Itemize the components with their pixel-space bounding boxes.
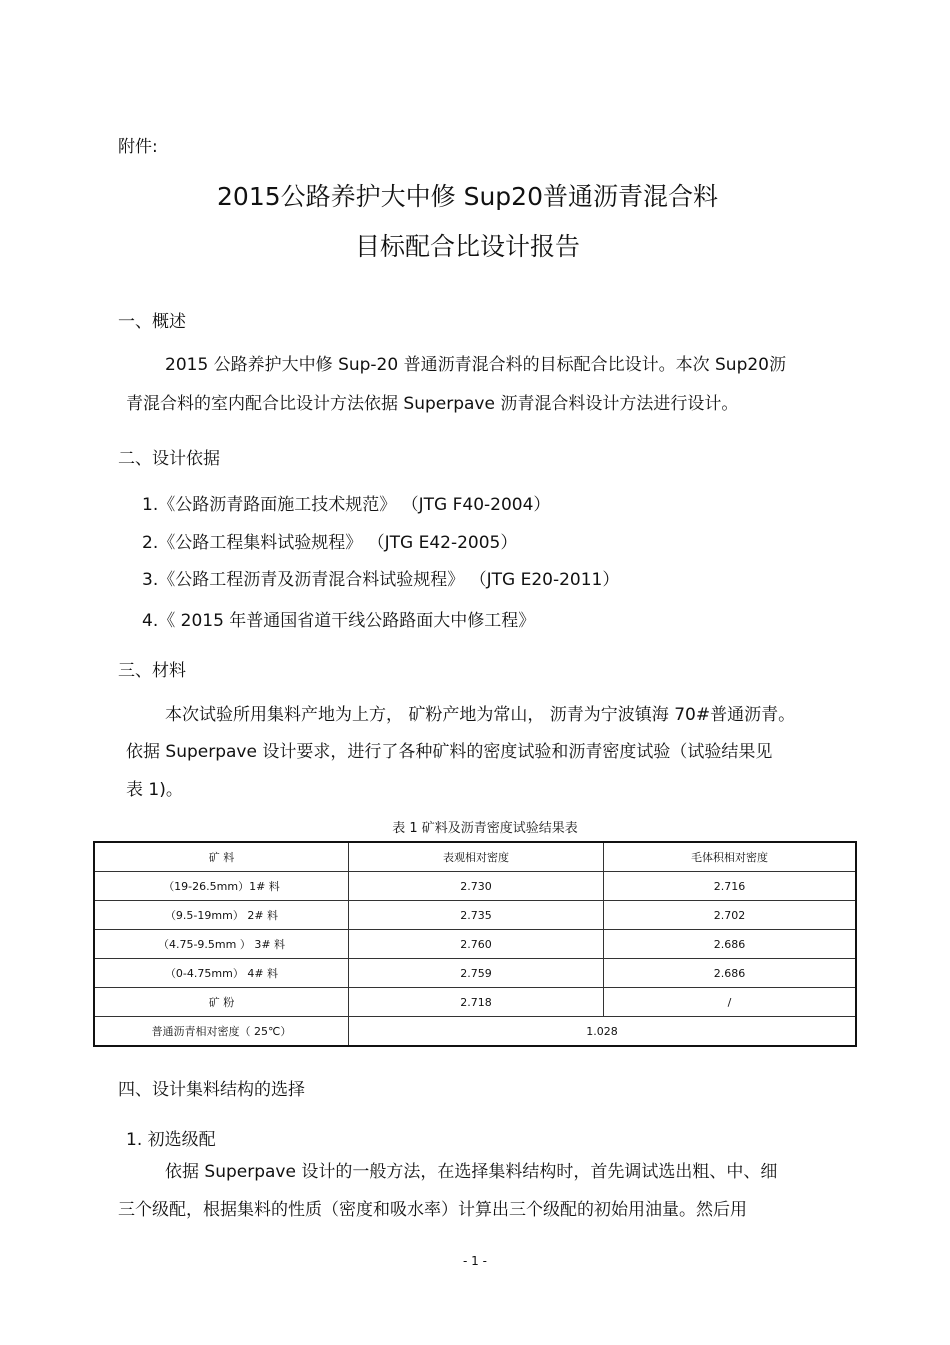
table-cell: （0-4.75mm） 4# 料: [94, 959, 349, 988]
table-cell: 2.716: [604, 872, 857, 901]
table-cell: 2.702: [604, 901, 857, 930]
page-number: - 1 -: [463, 1254, 487, 1268]
section3-para-line3: 表 1)。: [126, 780, 183, 800]
table-cell: 1.028: [349, 1017, 857, 1047]
section1-heading: 一、概述: [118, 312, 186, 332]
table-row: [94, 1017, 856, 1047]
table-row: [94, 959, 856, 988]
section1-para-line1: 2015 公路养护大中修 Sup-20 普通沥青混合料的目标配合比设计。本次 Sup20沥: [165, 355, 786, 375]
section1-para-line2: 青混合料的室内配合比设计方法依据 Superpave 沥青混合料设计方法进行设计。: [126, 394, 739, 414]
table-row: [94, 901, 856, 930]
table-row: [94, 872, 856, 901]
section4-subheading: 1. 初选级配: [126, 1130, 216, 1150]
table-cell: 2.686: [604, 930, 857, 959]
table-cell: 2.730: [349, 872, 604, 901]
table-cell: 2.686: [604, 959, 857, 988]
table-cell: /: [604, 988, 857, 1017]
table-row: [94, 988, 856, 1017]
reference-item: 4.《 2015 年普通国省道干线公路路面大中修工程》: [142, 611, 536, 631]
table-cell: （9.5-19mm） 2# 料: [94, 901, 349, 930]
section3-heading: 三、材料: [118, 661, 186, 681]
page-title: 2015公路养护大中修 Sup20普通沥青混合料: [217, 182, 718, 211]
table-cell: （4.75-9.5mm ） 3# 料: [94, 930, 349, 959]
section4-heading: 四、设计集料结构的选择: [118, 1080, 305, 1100]
density-table: [93, 841, 857, 1047]
table-cell: 2.759: [349, 959, 604, 988]
table-cell: 2.735: [349, 901, 604, 930]
section3-para-line1: 本次试验所用集料产地为上方， 矿粉产地为常山， 沥青为宁波镇海 70#普通沥青。: [165, 705, 796, 725]
header-cell: 毛体积相对密度: [604, 842, 857, 872]
table-cell: 矿 粉: [94, 988, 349, 1017]
section4-para-line1: 依据 Superpave 设计的一般方法，在选择集料结构时，首先调试选出粗、中、细: [165, 1162, 778, 1182]
table-caption: 表 1 矿料及沥青密度试验结果表: [392, 821, 578, 836]
attachment-label: 附件:: [118, 137, 158, 157]
section4-para-line2: 三个级配，根据集料的性质（密度和吸水率）计算出三个级配的初始用油量。然后用: [118, 1200, 747, 1220]
table-cell: 2.760: [349, 930, 604, 959]
header-cell: 矿 料: [94, 842, 349, 872]
reference-item: 2.《公路工程集料试验规程》 （JTG E42-2005）: [142, 533, 518, 553]
table-cell: 2.718: [349, 988, 604, 1017]
table-row: [94, 930, 856, 959]
table-cell: （19-26.5mm）1# 料: [94, 872, 349, 901]
section3-para-line2: 依据 Superpave 设计要求，进行了各种矿料的密度试验和沥青密度试验（试验结果见: [126, 742, 773, 762]
section2-heading: 二、设计依据: [118, 449, 220, 469]
reference-item: 1.《公路沥青路面施工技术规范》 （JTG F40-2004）: [142, 495, 551, 515]
table-cell: 普通沥青相对密度（ 25℃）: [94, 1017, 349, 1047]
page-subtitle: 目标配合比设计报告: [354, 232, 580, 261]
reference-item: 3.《公路工程沥青及沥青混合料试验规程》 （JTG E20-2011）: [142, 570, 620, 590]
header-cell: 表观相对密度: [349, 842, 604, 872]
table-header-row: [94, 842, 856, 872]
